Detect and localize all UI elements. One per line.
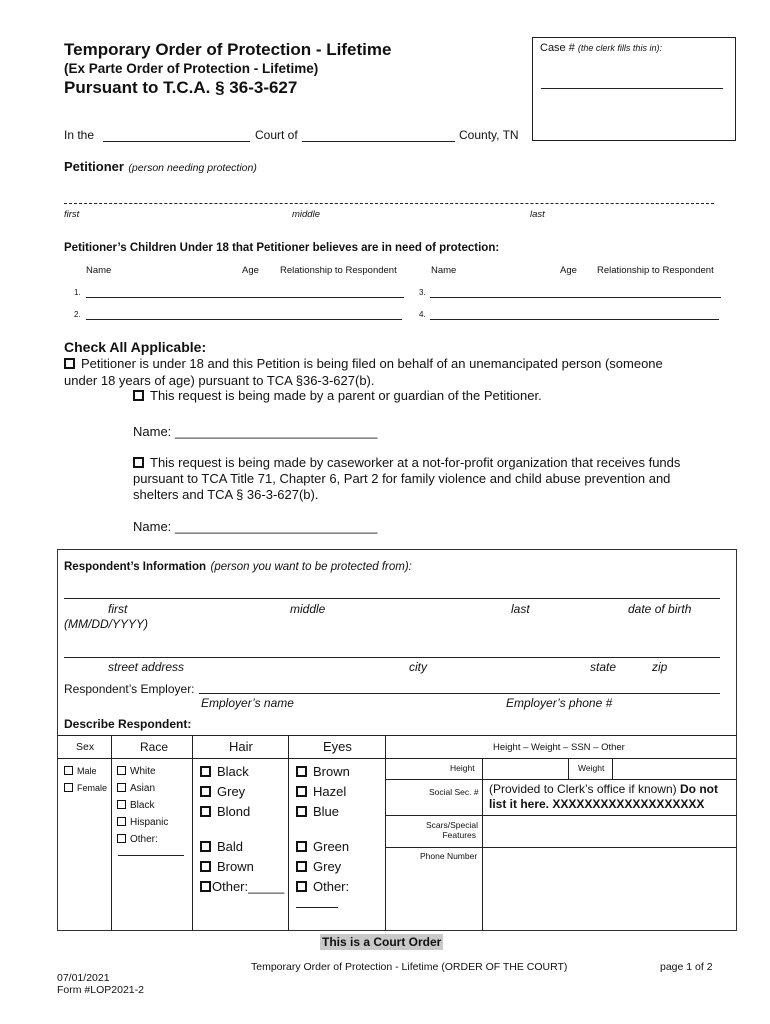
eyes-blue-checkbox[interactable]	[296, 806, 307, 817]
table-rule	[385, 779, 737, 780]
petitioner-middle-caption: middle	[292, 209, 320, 220]
race-option: Asian	[130, 783, 156, 794]
minor-statement-line2: under 18 years of age) pursuant to TCA §36-3-627(b).	[64, 373, 375, 388]
form-title: Temporary Order of Protection - Lifetime	[64, 40, 392, 59]
white-checkbox[interactable]	[117, 766, 126, 775]
describe-heading: Describe Respondent:	[64, 717, 192, 731]
hair-option: Brown	[217, 859, 254, 874]
statute-heading: Pursuant to T.C.A. § 36-3-627	[64, 78, 298, 97]
hair-blond-checkbox[interactable]	[200, 806, 211, 817]
hair-black-checkbox[interactable]	[200, 766, 211, 777]
phone-label: Phone Number	[420, 851, 478, 861]
race-other-checkbox[interactable]	[117, 834, 126, 843]
eyes-brown-checkbox[interactable]	[296, 766, 307, 777]
caseworker-checkbox[interactable]	[133, 457, 144, 468]
parent-name-field[interactable]: ____________________________	[174, 424, 378, 439]
race-other-field[interactable]	[118, 855, 184, 856]
petitioner-first-caption: first	[64, 209, 80, 220]
respondent-last-caption: last	[511, 602, 530, 616]
asian-checkbox[interactable]	[117, 783, 126, 792]
parent-checkbox[interactable]	[133, 390, 144, 401]
caseworker-line3: shelters and TCA § 36-3-627(b).	[133, 487, 319, 502]
court-name-field[interactable]	[103, 141, 250, 142]
scars-label-a: Scars/Special	[426, 820, 478, 830]
table-header-rule	[57, 758, 737, 759]
county-label: County, TN	[459, 128, 519, 142]
children-col-rel-1: Relationship to Respondent	[280, 265, 397, 276]
race-option: Black	[130, 800, 155, 811]
table-rule	[385, 847, 737, 848]
children-col-name-2: Name	[431, 265, 457, 276]
parent-name-label: Name:	[133, 424, 172, 439]
case-number-note: (the clerk fills this in):	[577, 43, 662, 53]
caseworker-name-field[interactable]: ____________________________	[174, 519, 378, 534]
county-field[interactable]	[302, 141, 455, 142]
children-col-rel-2: Relationship to Respondent	[597, 265, 714, 276]
height-label: Height	[450, 763, 475, 773]
child-1-field[interactable]	[86, 297, 404, 298]
hispanic-checkbox[interactable]	[117, 817, 126, 826]
eyes-other-checkbox[interactable]	[296, 881, 307, 892]
eyes-option: Brown	[313, 764, 350, 779]
petitioner-last-caption: last	[530, 209, 545, 220]
col-race-header: Race	[140, 740, 169, 754]
table-divider	[111, 735, 112, 931]
caseworker-line1: This request is being made by caseworker at a not-for-profit organization that receives funds	[150, 455, 681, 470]
eyes-hazel-checkbox[interactable]	[296, 786, 307, 797]
check-all-heading: Check All Applicable:	[64, 339, 207, 355]
employer-field[interactable]	[199, 693, 720, 694]
petitioner-note: (person needing protection)	[128, 162, 257, 174]
child-row-number: 1.	[74, 288, 81, 297]
child-2-field[interactable]	[86, 319, 402, 320]
caseworker-name-label: Name:	[133, 519, 172, 534]
hair-option: Other:_____	[212, 879, 285, 894]
hair-option: Grey	[217, 784, 246, 799]
ssn-warning: Do not	[679, 782, 718, 796]
eyes-green-checkbox[interactable]	[296, 841, 307, 852]
city-caption: city	[409, 660, 427, 674]
case-number-box[interactable]	[532, 37, 736, 141]
col-eyes-header: Eyes	[323, 739, 352, 754]
employer-label: Respondent’s Employer:	[64, 682, 195, 696]
minor-checkbox[interactable]	[64, 358, 75, 369]
respondent-heading: Respondent’s Information	[64, 561, 207, 573]
hair-brown-checkbox[interactable]	[200, 861, 211, 872]
footer-form-title: Temporary Order of Protection - Lifetime (ORDER OF THE COURT)	[251, 961, 568, 973]
hair-other-checkbox[interactable]	[200, 881, 211, 892]
eyes-option: Grey	[313, 859, 342, 874]
petitioner-name-field[interactable]	[64, 203, 714, 204]
hair-option: Blond	[217, 804, 251, 819]
col-hair-header: Hair	[229, 739, 253, 754]
eyes-option: Blue	[313, 804, 340, 819]
child-row-number: 4.	[419, 310, 426, 319]
hair-option: Black	[217, 764, 249, 779]
eyes-grey-checkbox[interactable]	[296, 861, 307, 872]
col-other-header: Height – Weight – SSN – Other	[493, 742, 625, 753]
case-number-label: Case #	[540, 42, 575, 54]
table-divider	[482, 758, 483, 931]
male-checkbox[interactable]	[64, 766, 73, 775]
court-of-label: Court of	[255, 128, 298, 142]
children-col-age-1: Age	[242, 265, 259, 276]
table-divider	[612, 758, 613, 779]
zip-caption: zip	[652, 660, 668, 674]
race-option: Hispanic	[130, 817, 169, 828]
caseworker-line2: pursuant to TCA Title 71, Chapter 6, Part 2 for family violence and child abuse prevention and	[133, 471, 671, 486]
respondent-name-field[interactable]	[64, 598, 720, 599]
race-option: White	[130, 766, 156, 777]
parent-statement: This request is being made by a parent or guardian of the Petitioner.	[150, 388, 542, 403]
child-row-number: 3.	[419, 288, 426, 297]
children-heading: Petitioner’s Children Under 18 that Petitioner believes are in need of protection:	[64, 242, 500, 254]
respondent-first-caption: first	[108, 602, 128, 616]
street-caption: street address	[108, 660, 185, 674]
black-checkbox[interactable]	[117, 800, 126, 809]
respondent-address-field[interactable]	[64, 657, 720, 658]
court-order-banner: This is a Court Order	[322, 935, 442, 949]
in-the-label: In the	[64, 128, 95, 142]
state-caption: state	[590, 660, 617, 674]
children-col-name-1: Name	[86, 265, 112, 276]
sex-option: Male	[77, 766, 97, 776]
table-divider	[568, 758, 569, 779]
scars-label-b: Features	[442, 830, 476, 840]
petitioner-label: Petitioner	[64, 159, 124, 174]
child-4-field[interactable]	[430, 319, 719, 320]
table-rule	[385, 815, 737, 816]
form-date: 07/01/2021	[57, 972, 110, 984]
respondent-note: (person you want to be protected from):	[210, 561, 412, 573]
female-checkbox[interactable]	[64, 783, 73, 792]
child-3-field[interactable]	[430, 297, 721, 298]
table-divider	[288, 735, 289, 931]
ssn-label: Social Sec. #	[429, 787, 479, 797]
case-number-field[interactable]	[541, 88, 723, 89]
eyes-other-field[interactable]	[296, 907, 338, 908]
hair-grey-checkbox[interactable]	[200, 786, 211, 797]
table-divider	[192, 735, 193, 931]
race-option: Other:	[130, 834, 158, 845]
children-col-age-2: Age	[560, 265, 577, 276]
hair-bald-checkbox[interactable]	[200, 841, 211, 852]
weight-label: Weight	[578, 763, 605, 773]
respondent-middle-caption: middle	[290, 602, 326, 616]
ssn-mask: list it here. XXXXXXXXXXXXXXXXXXX	[489, 797, 705, 811]
respondent-dob-format: (MM/DD/YYYY)	[64, 617, 148, 631]
col-sex-header: Sex	[76, 741, 95, 753]
form-number: Form #LOP2021-2	[57, 984, 144, 996]
employer-name-caption: Employer’s name	[201, 696, 294, 710]
hair-option: Bald	[217, 839, 244, 854]
table-divider	[385, 735, 386, 931]
eyes-option: Hazel	[313, 784, 347, 799]
table-top-rule	[57, 735, 737, 736]
eyes-option: Green	[313, 839, 350, 854]
ssn-note: (Provided to Clerk’s office if known)	[489, 782, 677, 796]
page-number: page 1 of 2	[660, 961, 713, 973]
respondent-dob-caption: date of birth	[628, 602, 692, 616]
child-row-number: 2.	[74, 310, 81, 319]
employer-phone-caption: Employer’s phone #	[506, 696, 613, 710]
sex-option: Female	[77, 783, 108, 793]
form-subtitle: (Ex Parte Order of Protection - Lifetime)	[64, 61, 319, 76]
eyes-option: Other:	[313, 879, 350, 894]
minor-statement-line1: Petitioner is under 18 and this Petition is being filed on behalf of an unemancipated person (someone	[81, 356, 663, 371]
